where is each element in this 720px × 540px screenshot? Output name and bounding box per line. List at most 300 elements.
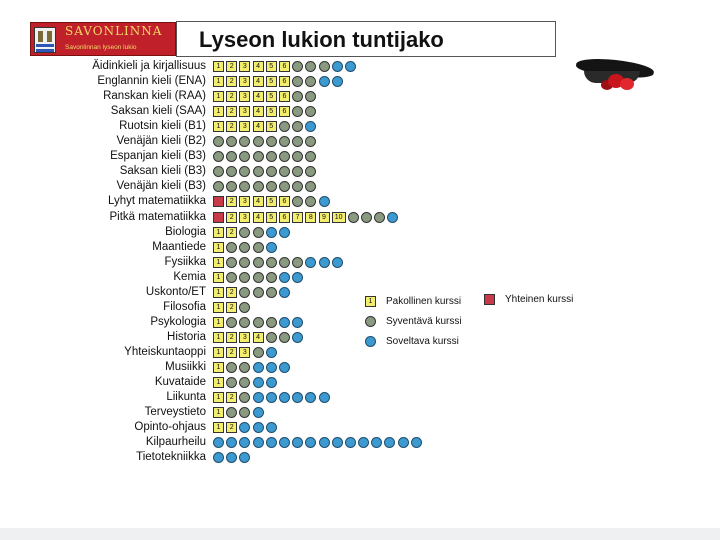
mandatory-course-marker: 5 — [266, 121, 277, 132]
mandatory-course-marker: 2 — [226, 302, 237, 313]
advanced-course-marker — [305, 91, 316, 102]
subject-name: Filosofia — [163, 300, 206, 313]
advanced-course-marker — [226, 151, 237, 162]
advanced-course-marker — [253, 227, 264, 238]
applied-course-marker — [266, 362, 277, 373]
advanced-course-marker — [226, 377, 237, 388]
course-markers — [213, 287, 290, 298]
advanced-course-marker — [253, 257, 264, 268]
applied-course-marker — [213, 437, 224, 448]
subject-row — [0, 360, 720, 375]
applied-course-marker — [279, 272, 290, 283]
advanced-course-marker — [305, 181, 316, 192]
mandatory-course-marker: 5 — [266, 61, 277, 72]
advanced-course-marker — [239, 392, 250, 403]
mandatory-course-marker: 1 — [213, 407, 224, 418]
applied-course-marker — [253, 422, 264, 433]
subject-name: Uskonto/ET — [145, 285, 206, 298]
mandatory-swatch: 1 — [365, 296, 376, 307]
subject-row — [0, 179, 720, 194]
applied-course-marker — [253, 407, 264, 418]
course-markers — [213, 347, 277, 358]
mandatory-course-marker: 1 — [213, 76, 224, 87]
advanced-course-marker — [279, 121, 290, 132]
advanced-course-marker — [239, 242, 250, 253]
subject-name: Opinto-ohjaus — [134, 421, 206, 434]
course-markers — [213, 121, 316, 132]
subject-row — [0, 149, 720, 164]
subject-row — [0, 59, 720, 74]
subject-name: Englannin kieli (ENA) — [97, 75, 206, 88]
applied-course-marker — [305, 437, 316, 448]
applied-course-marker — [371, 437, 382, 448]
subject-name: Historia — [167, 330, 206, 343]
mandatory-course-marker: 2 — [226, 332, 237, 343]
mandatory-course-marker: 6 — [279, 91, 290, 102]
mandatory-course-marker: 3 — [239, 121, 250, 132]
applied-course-marker — [226, 452, 237, 463]
course-markers — [213, 61, 356, 72]
course-markers — [213, 392, 330, 403]
subject-name: Ranskan kieli (RAA) — [103, 90, 206, 103]
applied-course-marker — [239, 452, 250, 463]
subject-name: Pitkä matematiikka — [109, 210, 206, 223]
course-markers — [213, 196, 330, 207]
mandatory-course-marker: 6 — [279, 212, 290, 223]
mandatory-course-marker: 1 — [213, 392, 224, 403]
mandatory-course-marker: 1 — [213, 61, 224, 72]
applied-course-marker — [305, 392, 316, 403]
mandatory-course-marker: 2 — [226, 121, 237, 132]
applied-course-marker — [226, 437, 237, 448]
advanced-course-marker — [239, 377, 250, 388]
mandatory-course-marker: 2 — [226, 91, 237, 102]
subject-row — [0, 119, 720, 134]
advanced-course-marker — [253, 287, 264, 298]
subject-row — [0, 375, 720, 390]
advanced-course-marker — [253, 347, 264, 358]
subject-name: Venäjän kieli (B2) — [116, 135, 206, 148]
applied-course-marker — [266, 347, 277, 358]
applied-course-marker — [305, 121, 316, 132]
mandatory-course-marker: 6 — [279, 106, 290, 117]
advanced-course-marker — [266, 317, 277, 328]
subject-row — [0, 315, 720, 330]
advanced-course-marker — [239, 227, 250, 238]
shared-course-marker — [213, 196, 224, 207]
shared-swatch — [484, 294, 495, 305]
advanced-course-marker — [213, 181, 224, 192]
subject-name: Yhteiskuntaoppi — [124, 345, 206, 358]
advanced-course-marker — [292, 76, 303, 87]
mandatory-course-marker: 5 — [266, 76, 277, 87]
subject-name: Venäjän kieli (B3) — [116, 180, 206, 193]
advanced-course-marker — [266, 136, 277, 147]
course-markers — [213, 91, 316, 102]
mandatory-course-marker: 1 — [213, 91, 224, 102]
course-markers — [213, 151, 316, 162]
applied-course-marker — [319, 76, 330, 87]
advanced-course-marker — [279, 181, 290, 192]
applied-course-marker — [292, 317, 303, 328]
subject-row — [0, 300, 720, 315]
advanced-course-marker — [239, 257, 250, 268]
mandatory-course-marker: 2 — [226, 106, 237, 117]
advanced-course-marker — [292, 61, 303, 72]
subject-name: Psykologia — [150, 315, 206, 328]
mandatory-course-marker: 2 — [226, 76, 237, 87]
applied-course-marker — [319, 196, 330, 207]
subject-row — [0, 74, 720, 89]
advanced-course-marker — [226, 317, 237, 328]
advanced-course-marker — [292, 181, 303, 192]
mandatory-course-marker: 4 — [253, 332, 264, 343]
advanced-course-marker — [253, 242, 264, 253]
course-markers — [213, 181, 316, 192]
applied-course-marker — [384, 437, 395, 448]
subject-name: Terveystieto — [144, 406, 206, 419]
subject-name: Saksan kieli (SAA) — [110, 105, 206, 118]
advanced-course-marker — [253, 151, 264, 162]
advanced-swatch — [365, 316, 376, 327]
subject-row — [0, 285, 720, 300]
mandatory-course-marker: 6 — [279, 196, 290, 207]
advanced-course-marker — [279, 257, 290, 268]
mandatory-course-marker: 1 — [213, 422, 224, 433]
legend-shared-label: Yhteinen kurssi — [505, 294, 574, 305]
advanced-course-marker — [305, 151, 316, 162]
mandatory-course-marker: 10 — [332, 212, 346, 223]
course-markers — [213, 407, 264, 418]
applied-course-marker — [292, 392, 303, 403]
applied-course-marker — [253, 362, 264, 373]
advanced-course-marker — [279, 332, 290, 343]
applied-course-marker — [253, 392, 264, 403]
course-markers — [213, 362, 290, 373]
applied-course-marker — [305, 257, 316, 268]
mandatory-course-marker: 1 — [213, 362, 224, 373]
advanced-course-marker — [361, 212, 372, 223]
course-markers — [213, 242, 277, 253]
subject-row — [0, 210, 720, 225]
mandatory-course-marker: 1 — [213, 242, 224, 253]
subject-name: Biologia — [165, 225, 206, 238]
mandatory-course-marker: 3 — [239, 91, 250, 102]
advanced-course-marker — [305, 196, 316, 207]
advanced-course-marker — [279, 166, 290, 177]
mandatory-course-marker: 2 — [226, 347, 237, 358]
applied-course-marker — [266, 242, 277, 253]
school-logo — [30, 22, 176, 56]
applied-course-marker — [319, 392, 330, 403]
mandatory-course-marker: 4 — [253, 121, 264, 132]
legend-mandatory — [365, 296, 461, 307]
course-markers — [213, 212, 398, 223]
subject-row — [0, 405, 720, 420]
mandatory-course-marker: 4 — [253, 91, 264, 102]
mandatory-course-marker: 1 — [213, 302, 224, 313]
subject-row — [0, 225, 720, 240]
mandatory-course-marker: 3 — [239, 76, 250, 87]
legend-applied-label: Soveltava kurssi — [386, 336, 459, 347]
mandatory-course-marker: 2 — [226, 227, 237, 238]
subject-row — [0, 164, 720, 179]
advanced-course-marker — [348, 212, 359, 223]
applied-course-marker — [266, 377, 277, 388]
applied-swatch — [365, 336, 376, 347]
subject-name: Fysiikka — [164, 255, 206, 268]
advanced-course-marker — [305, 61, 316, 72]
subject-name: Tietotekniikka — [136, 451, 206, 464]
applied-course-marker — [266, 227, 277, 238]
subject-row — [0, 255, 720, 270]
advanced-course-marker — [292, 196, 303, 207]
applied-course-marker — [266, 392, 277, 403]
legend-mandatory-label: Pakollinen kurssi — [386, 296, 462, 307]
mandatory-course-marker: 5 — [266, 196, 277, 207]
advanced-course-marker — [239, 166, 250, 177]
subject-name: Äidinkieli ja kirjallisuus — [92, 60, 206, 72]
advanced-course-marker — [226, 136, 237, 147]
advanced-course-marker — [305, 166, 316, 177]
applied-course-marker — [292, 332, 303, 343]
advanced-course-marker — [292, 106, 303, 117]
advanced-course-marker — [292, 151, 303, 162]
course-markers — [213, 437, 422, 448]
applied-course-marker — [253, 377, 264, 388]
subject-name: Maantiede — [152, 240, 206, 253]
applied-course-marker — [332, 76, 343, 87]
mandatory-course-marker: 1 — [213, 347, 224, 358]
mandatory-course-marker: 2 — [226, 212, 237, 223]
mandatory-course-marker: 7 — [292, 212, 303, 223]
subject-row — [0, 390, 720, 405]
subject-name: Musiikki — [165, 361, 206, 373]
mandatory-course-marker: 5 — [266, 106, 277, 117]
applied-course-marker — [279, 392, 290, 403]
mandatory-course-marker: 2 — [226, 287, 237, 298]
mandatory-course-marker: 2 — [226, 422, 237, 433]
mandatory-course-marker: 1 — [213, 121, 224, 132]
legend-shared — [484, 294, 573, 305]
advanced-course-marker — [226, 257, 237, 268]
advanced-course-marker — [239, 136, 250, 147]
applied-course-marker — [253, 437, 264, 448]
mandatory-course-marker: 1 — [213, 106, 224, 117]
advanced-course-marker — [305, 136, 316, 147]
subject-row — [0, 104, 720, 119]
advanced-course-marker — [253, 317, 264, 328]
advanced-course-marker — [279, 136, 290, 147]
applied-course-marker — [279, 437, 290, 448]
mandatory-course-marker: 4 — [253, 212, 264, 223]
mandatory-course-marker: 3 — [239, 196, 250, 207]
subject-name: Kilpaurheilu — [145, 436, 206, 449]
applied-course-marker — [266, 437, 277, 448]
course-markers — [213, 302, 250, 313]
advanced-course-marker — [213, 136, 224, 147]
applied-course-marker — [332, 437, 343, 448]
shared-course-marker — [213, 212, 224, 223]
applied-course-marker — [292, 437, 303, 448]
advanced-course-marker — [239, 407, 250, 418]
advanced-course-marker — [226, 272, 237, 283]
subject-row — [0, 270, 720, 285]
advanced-course-marker — [239, 287, 250, 298]
subject-name: Ruotsin kieli (B1) — [119, 120, 206, 133]
mandatory-course-marker: 4 — [253, 61, 264, 72]
mandatory-course-marker: 1 — [213, 227, 224, 238]
advanced-course-marker — [266, 287, 277, 298]
subject-name: Liikunta — [166, 391, 206, 404]
advanced-course-marker — [266, 257, 277, 268]
mandatory-course-marker: 2 — [226, 196, 237, 207]
page-title: Lyseon lukion tuntijako — [199, 27, 444, 52]
mandatory-course-marker: 2 — [226, 392, 237, 403]
legend-advanced — [365, 316, 462, 327]
advanced-course-marker — [239, 151, 250, 162]
applied-course-marker — [279, 362, 290, 373]
applied-course-marker — [279, 287, 290, 298]
advanced-course-marker — [226, 242, 237, 253]
subject-row — [0, 450, 720, 465]
subject-row — [0, 420, 720, 435]
advanced-course-marker — [226, 166, 237, 177]
advanced-course-marker — [226, 181, 237, 192]
advanced-course-marker — [239, 317, 250, 328]
subject-name: Kuvataide — [154, 376, 206, 389]
applied-course-marker — [411, 437, 422, 448]
course-markers — [213, 76, 343, 87]
subject-name: Kemia — [173, 270, 206, 283]
advanced-course-marker — [305, 76, 316, 87]
subject-name: Lyhyt matematiikka — [108, 195, 206, 208]
mandatory-course-marker: 4 — [253, 76, 264, 87]
advanced-course-marker — [292, 166, 303, 177]
course-markers — [213, 272, 303, 283]
coat-of-arms-icon — [34, 27, 56, 53]
applied-course-marker — [332, 61, 343, 72]
applied-course-marker — [213, 452, 224, 463]
applied-course-marker — [345, 61, 356, 72]
mandatory-course-marker: 3 — [239, 332, 250, 343]
advanced-course-marker — [213, 151, 224, 162]
applied-course-marker — [387, 212, 398, 223]
advanced-course-marker — [279, 151, 290, 162]
applied-course-marker — [358, 437, 369, 448]
advanced-course-marker — [239, 302, 250, 313]
mandatory-course-marker: 9 — [319, 212, 330, 223]
mandatory-course-marker: 8 — [305, 212, 316, 223]
advanced-course-marker — [253, 136, 264, 147]
advanced-course-marker — [239, 181, 250, 192]
course-markers — [213, 257, 343, 268]
advanced-course-marker — [305, 106, 316, 117]
advanced-course-marker — [239, 362, 250, 373]
advanced-course-marker — [319, 61, 330, 72]
subject-row — [0, 134, 720, 149]
course-markers — [213, 452, 250, 463]
mandatory-course-marker: 4 — [253, 196, 264, 207]
applied-course-marker — [279, 317, 290, 328]
applied-course-marker — [398, 437, 409, 448]
mandatory-course-marker: 5 — [266, 212, 277, 223]
subject-row — [0, 240, 720, 255]
course-markers — [213, 166, 316, 177]
applied-course-marker — [292, 272, 303, 283]
legend-applied — [365, 336, 459, 347]
applied-course-marker — [345, 437, 356, 448]
applied-course-marker — [319, 257, 330, 268]
course-markers — [213, 227, 290, 238]
course-markers — [213, 332, 303, 343]
mandatory-course-marker: 3 — [239, 212, 250, 223]
course-markers — [213, 422, 277, 433]
advanced-course-marker — [266, 272, 277, 283]
mandatory-course-marker: 1 — [213, 377, 224, 388]
advanced-course-marker — [266, 332, 277, 343]
mandatory-course-marker: 1 — [213, 287, 224, 298]
mandatory-course-marker: 1 — [213, 332, 224, 343]
mandatory-course-marker: 3 — [239, 347, 250, 358]
mandatory-course-marker: 3 — [239, 106, 250, 117]
advanced-course-marker — [253, 166, 264, 177]
title-box — [176, 21, 556, 57]
logo-subtitle: Savonlinnan lyseon lukio — [65, 44, 137, 51]
subject-row — [0, 435, 720, 450]
advanced-course-marker — [239, 272, 250, 283]
advanced-course-marker — [292, 257, 303, 268]
course-markers — [213, 106, 316, 117]
advanced-course-marker — [292, 136, 303, 147]
mandatory-course-marker: 1 — [213, 257, 224, 268]
mandatory-course-marker: 1 — [213, 317, 224, 328]
mandatory-course-marker: 6 — [279, 61, 290, 72]
applied-course-marker — [332, 257, 343, 268]
advanced-course-marker — [266, 166, 277, 177]
applied-course-marker — [319, 437, 330, 448]
mandatory-course-marker: 5 — [266, 91, 277, 102]
advanced-course-marker — [292, 121, 303, 132]
advanced-course-marker — [253, 272, 264, 283]
applied-course-marker — [266, 422, 277, 433]
subject-name: Espanjan kieli (B3) — [110, 150, 206, 163]
logo-name: SAVONLINNA — [65, 24, 163, 38]
advanced-course-marker — [226, 407, 237, 418]
subject-row — [0, 330, 720, 345]
advanced-course-marker — [266, 151, 277, 162]
advanced-course-marker — [266, 181, 277, 192]
mandatory-course-marker: 3 — [239, 61, 250, 72]
advanced-course-marker — [292, 91, 303, 102]
applied-course-marker — [279, 227, 290, 238]
subject-row — [0, 89, 720, 104]
subject-name: Saksan kieli (B3) — [119, 165, 206, 178]
mandatory-course-marker: 2 — [226, 61, 237, 72]
mandatory-course-marker: 1 — [213, 272, 224, 283]
mandatory-course-marker: 4 — [253, 106, 264, 117]
advanced-course-marker — [374, 212, 385, 223]
advanced-course-marker — [213, 166, 224, 177]
applied-course-marker — [239, 422, 250, 433]
subject-row — [0, 194, 720, 209]
advanced-course-marker — [253, 181, 264, 192]
advanced-course-marker — [226, 362, 237, 373]
subject-row — [0, 345, 720, 360]
course-markers — [213, 136, 316, 147]
course-markers — [213, 377, 277, 388]
course-markers — [213, 317, 303, 328]
